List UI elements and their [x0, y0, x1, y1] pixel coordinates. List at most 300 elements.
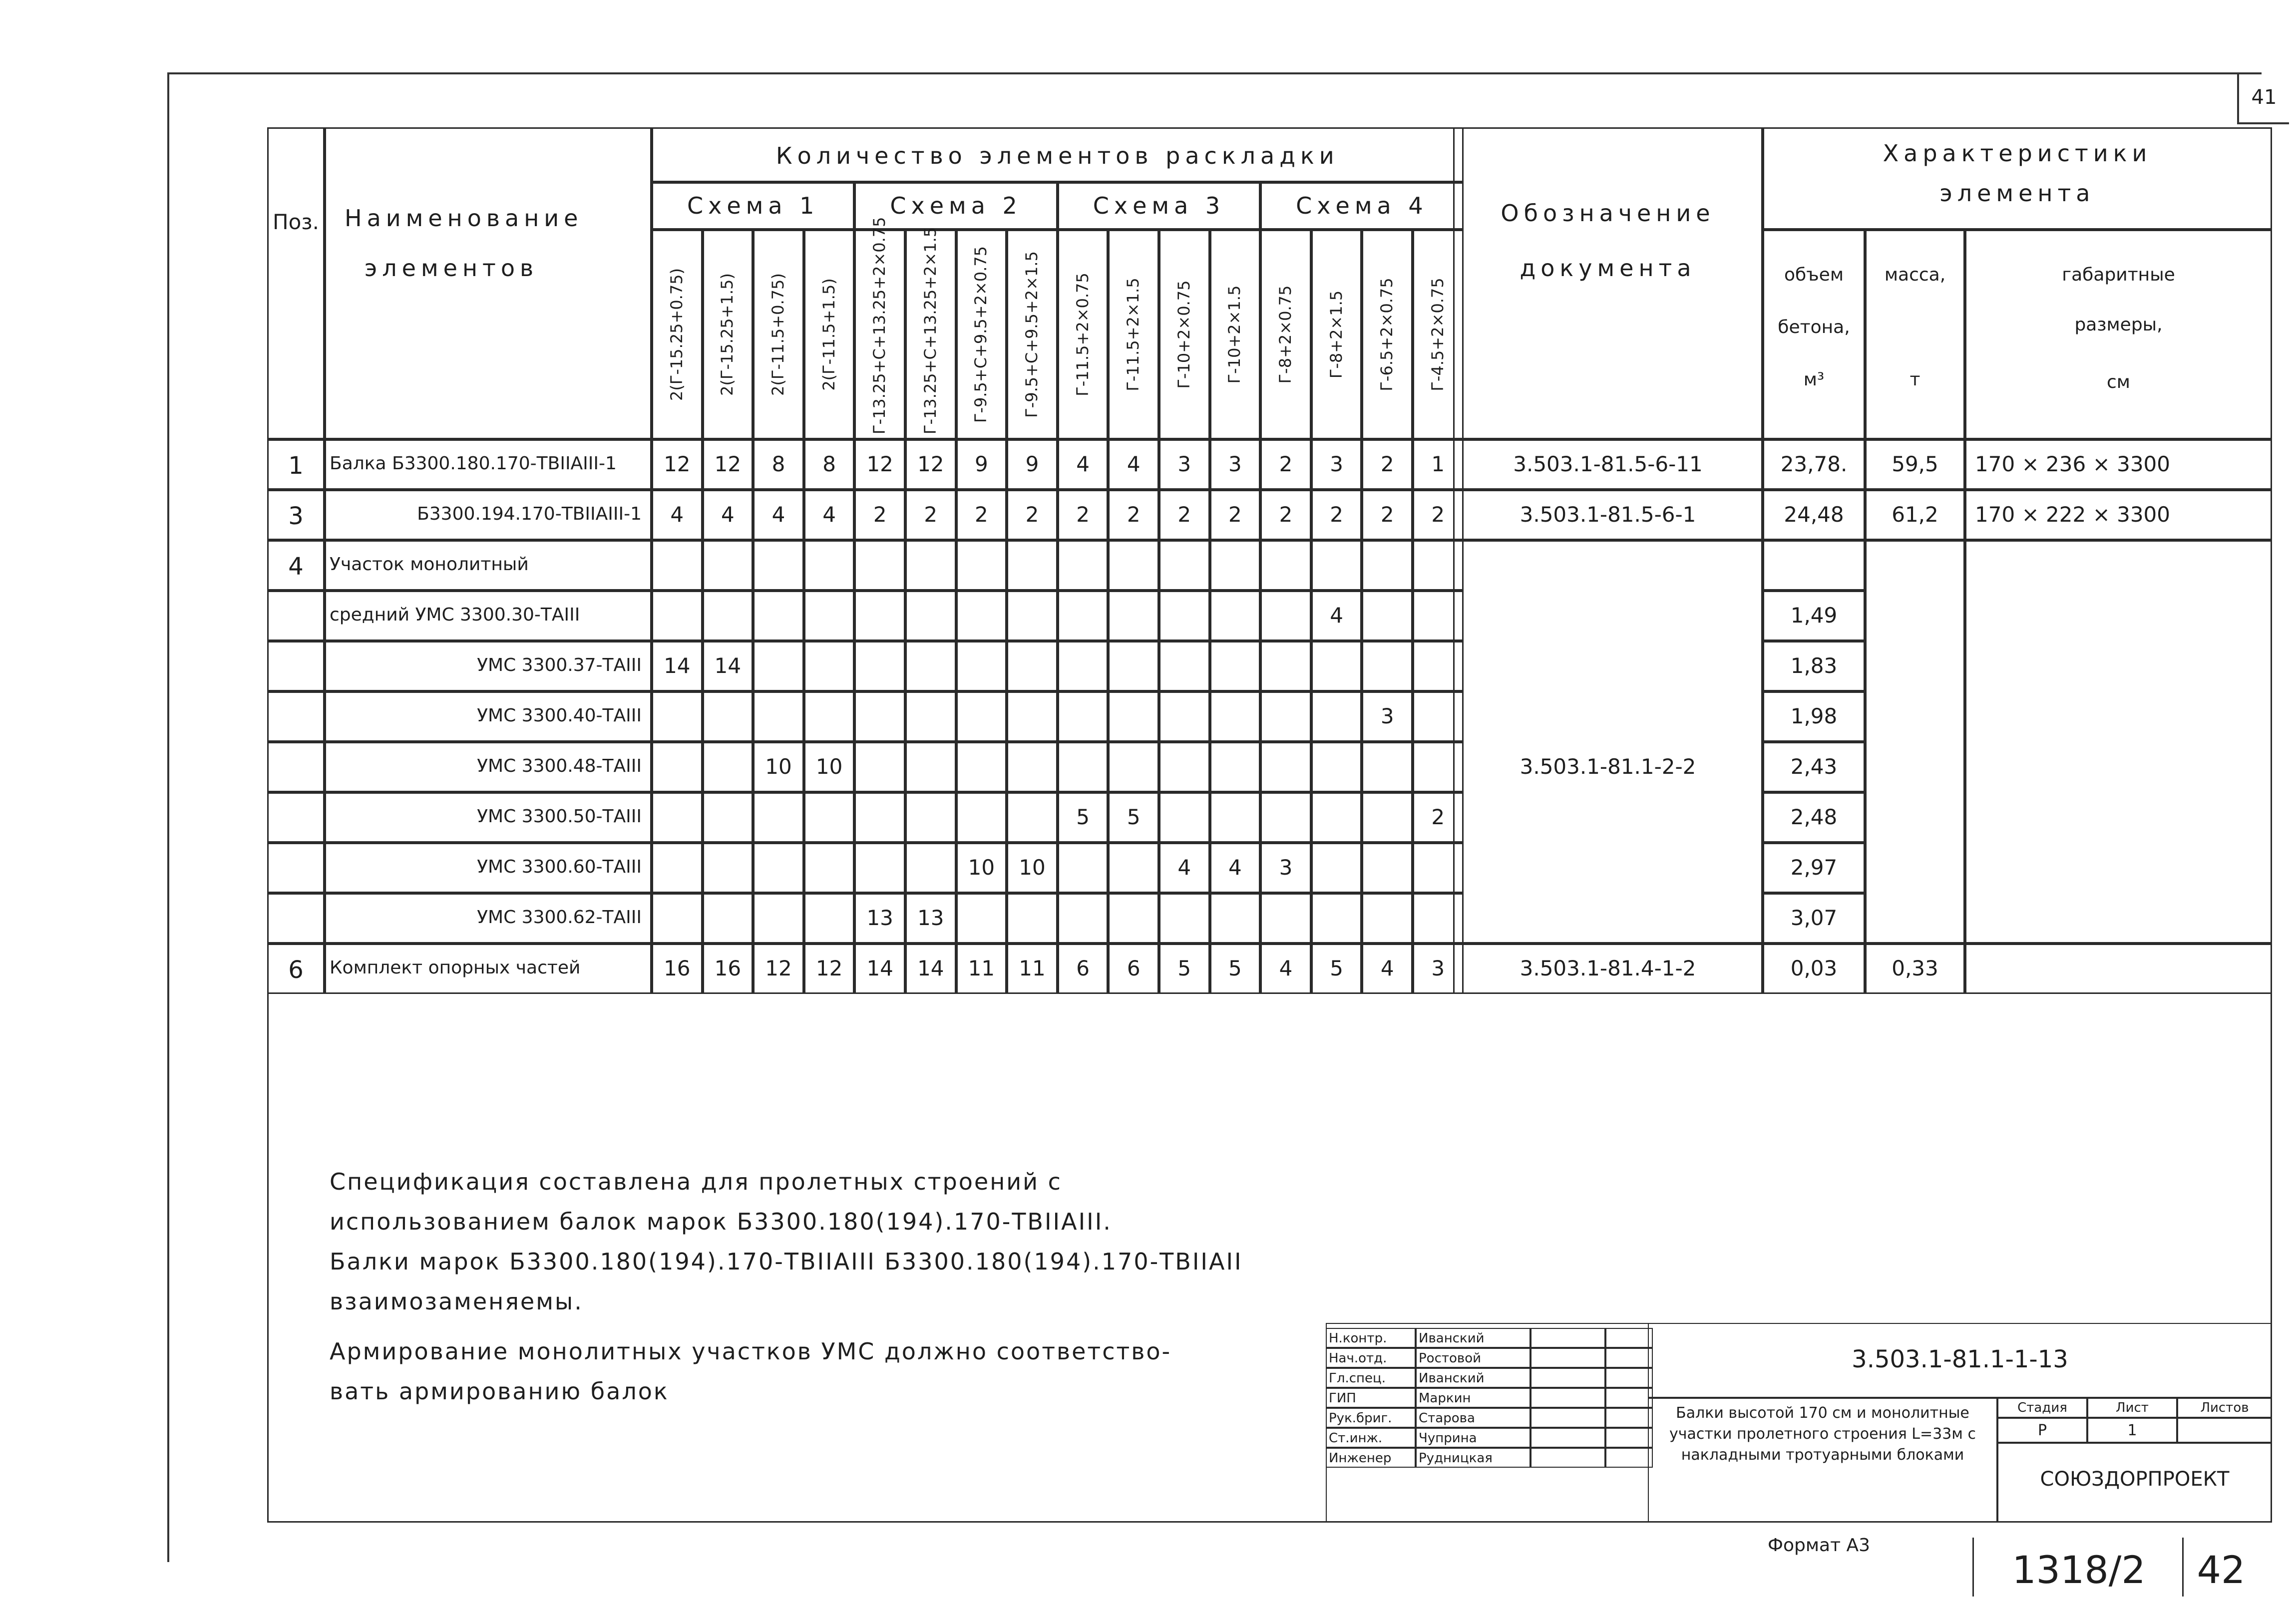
row-doc: 3.503.1-81.1-2-2 [1520, 754, 1696, 779]
row-value: 2 [1279, 502, 1293, 527]
row-value-cell [1108, 742, 1159, 792]
stamp-role: Ст.инж. [1329, 1431, 1383, 1446]
stamp-role: Нач.отд. [1329, 1351, 1387, 1366]
row-value-cell [1311, 792, 1362, 843]
row-vol: 3,07 [1790, 906, 1838, 930]
row-value-cell [854, 843, 905, 893]
row-value: 10 [1019, 855, 1046, 880]
row-value-cell [703, 893, 754, 944]
row-value: 4 [670, 502, 684, 527]
row-value: 13 [917, 906, 944, 930]
stamp-role: Рук.бриг. [1329, 1411, 1392, 1426]
row-value-cell [1260, 742, 1311, 792]
row-value-cell [1159, 742, 1210, 792]
row-value-cell [1362, 641, 1413, 691]
row-value-cell [703, 540, 754, 591]
row-value-cell [956, 893, 1007, 944]
stamp-date-cell [1605, 1348, 1653, 1368]
row-value-cell [1311, 843, 1362, 893]
header-doc-line1: Обозначение [1501, 200, 1715, 227]
stamp-role: ГИП [1329, 1391, 1356, 1406]
header-subcol-label: Г-11.5+2×0.75 [1073, 273, 1092, 396]
row-vol: 1,98 [1790, 704, 1838, 728]
row-value-cell [804, 691, 855, 742]
header-pos: Поз. [273, 210, 319, 234]
row-value-cell [1362, 591, 1413, 641]
row-value-cell [1210, 691, 1261, 742]
row-value-cell [753, 540, 804, 591]
stamp-date-cell [1605, 1328, 1653, 1348]
header-name-line2: элементов [365, 255, 539, 282]
row-doc-cell [1453, 540, 1763, 944]
row-value-cell [703, 843, 754, 893]
row-value: 2 [1431, 805, 1445, 829]
row-name: УМС 3300.50-ТАIII [477, 806, 642, 827]
row-vol: 24,48 [1784, 502, 1844, 527]
row-value: 4 [1228, 855, 1242, 880]
row-value: 14 [866, 956, 893, 980]
header-dim-2: размеры, [2074, 315, 2163, 335]
note-line: взаимозаменяемы. [330, 1288, 583, 1315]
stamp-doc-code: 3.503.1-81.1-1-13 [1852, 1345, 2068, 1373]
stamp-sheets-label: Листов [2200, 1400, 2249, 1415]
format-label: Формат А3 [1768, 1535, 1871, 1556]
row-value: 12 [815, 956, 843, 980]
row-value: 8 [822, 452, 836, 476]
header-subcol-label: Г-10+2×1.5 [1225, 285, 1244, 384]
stamp-org: СОЮЗДОРПРОЕКТ [2040, 1468, 2230, 1491]
row-value: 4 [721, 502, 735, 527]
row-pos-cell [267, 591, 325, 641]
row-value: 5 [1177, 956, 1191, 980]
header-vol-3: м³ [1803, 369, 1825, 390]
stamp-date-cell [1605, 1368, 1653, 1388]
header-char-line1: Характеристики [1883, 140, 2152, 167]
bottom-page: 42 [2197, 1548, 2246, 1592]
stamp-sign-cell [1531, 1388, 1605, 1408]
row-value-cell [1362, 893, 1413, 944]
row-value-cell [1362, 742, 1413, 792]
row-value-cell [956, 792, 1007, 843]
row-name: Б3300.194.170-ТВIIАIII-1 [417, 504, 642, 524]
row-value: 13 [866, 906, 893, 930]
row-value: 14 [664, 653, 691, 678]
row-name: УМС 3300.48-ТАIII [477, 756, 642, 776]
stamp-person: Чуприна [1419, 1431, 1477, 1446]
row-value-cell [804, 792, 855, 843]
row-value-cell [652, 843, 703, 893]
bottom-number-box [1972, 1538, 2184, 1597]
row-value: 9 [975, 452, 988, 476]
stamp-person: Маркин [1419, 1391, 1471, 1406]
row-value: 6 [1127, 956, 1141, 980]
header-pos-cell [267, 127, 325, 439]
row-vol: 0,03 [1790, 956, 1838, 980]
row-value-cell [905, 792, 956, 843]
row-value: 12 [664, 452, 691, 476]
row-value-cell [753, 641, 804, 691]
row-value: 5 [1076, 805, 1090, 829]
row-value-cell [652, 893, 703, 944]
row-pos-cell [267, 843, 325, 893]
row-value: 4 [1177, 855, 1191, 880]
row-pos: 4 [288, 553, 304, 581]
row-value-cell [804, 641, 855, 691]
stamp-date-cell [1605, 1448, 1653, 1468]
row-value-cell [1362, 540, 1413, 591]
row-value-cell [854, 540, 905, 591]
row-value: 4 [1076, 452, 1090, 476]
row-name: УМС 3300.40-ТАIII [477, 705, 642, 726]
stamp-person: Иванский [1419, 1371, 1485, 1386]
row-value-cell [753, 843, 804, 893]
stamp-stage-label: Стадия [2017, 1400, 2067, 1415]
row-value-cell [1159, 591, 1210, 641]
stamp-sign-cell [1531, 1408, 1605, 1428]
stamp-sheet-label: Лист [2116, 1400, 2149, 1415]
row-value-cell [1311, 893, 1362, 944]
header-doc-cell [1453, 127, 1763, 439]
row-value-cell [1210, 641, 1261, 691]
bottom-page-box [2182, 1538, 2259, 1597]
row-value-cell [1260, 792, 1311, 843]
row-value-cell [1058, 843, 1109, 893]
row-value: 16 [714, 956, 742, 980]
bottom-number: 1318/2 [2012, 1548, 2146, 1592]
row-value-cell [905, 591, 956, 641]
row-value-cell [1311, 742, 1362, 792]
header-dim-1: габаритные [2062, 265, 2175, 285]
header-vol-1: объем [1784, 265, 1844, 285]
row-value-cell [1108, 843, 1159, 893]
stamp-role: Инженер [1329, 1451, 1392, 1466]
stamp-sign-cell [1531, 1368, 1605, 1388]
row-value: 4 [1279, 956, 1293, 980]
header-subcol-label: Г-8+2×1.5 [1326, 290, 1346, 379]
row-value-cell [1159, 691, 1210, 742]
row-value-cell [1260, 591, 1311, 641]
header-char-line2: элемента [1939, 180, 2095, 207]
row-name: средний УМС 3300.30-ТАIII [330, 605, 580, 625]
row-value-cell [1159, 540, 1210, 591]
header-scheme: Схема 2 [890, 192, 1022, 219]
row-value-cell [652, 792, 703, 843]
row-value-cell [1210, 540, 1261, 591]
header-mass-cell [1865, 230, 1965, 439]
row-value-cell [1108, 691, 1159, 742]
row-value-cell [905, 641, 956, 691]
row-value: 2 [1228, 502, 1242, 527]
header-doc-line2: документа [1520, 255, 1696, 282]
row-value: 10 [815, 754, 843, 779]
row-pos-cell [267, 742, 325, 792]
row-value-cell [1159, 641, 1210, 691]
header-mass-2: т [1910, 369, 1920, 390]
row-vol: 1,83 [1790, 653, 1838, 678]
header-subcol-label: Г-9.5+С+9.5+2×0.75 [971, 246, 991, 423]
row-pos-cell [267, 691, 325, 742]
row-value-cell [956, 691, 1007, 742]
row-value: 2 [1279, 452, 1293, 476]
row-value-cell [1058, 691, 1109, 742]
header-subcol-label: 2(Г-15.25+0.75) [667, 268, 686, 401]
row-value: 5 [1127, 805, 1141, 829]
row-value-cell [854, 641, 905, 691]
stamp-sign-cell [1531, 1348, 1605, 1368]
header-scheme: Схема 3 [1093, 192, 1225, 219]
row-name: Участок монолитный [330, 554, 529, 575]
row-value: 2 [1076, 502, 1090, 527]
row-value-cell [1058, 641, 1109, 691]
row-vol: 23,78. [1780, 452, 1848, 476]
row-value: 12 [866, 452, 893, 476]
header-scheme: Схема 4 [1296, 192, 1428, 219]
row-value: 1 [1431, 452, 1445, 476]
row-vol-cell [1763, 540, 1865, 591]
row-mass-cell [1865, 540, 1965, 944]
row-value: 2 [1431, 502, 1445, 527]
stamp-title: Балки высотой 170 см и монолитные участки пролетного строения L=33м с накладными тротуарными блоками [1669, 1404, 1976, 1464]
row-value-cell [956, 591, 1007, 641]
row-value: 12 [714, 452, 742, 476]
row-value-cell [1007, 742, 1058, 792]
row-value-cell [956, 540, 1007, 591]
row-mass: 0,33 [1892, 956, 1938, 980]
row-value-cell [905, 540, 956, 591]
row-value-cell [854, 792, 905, 843]
row-value-cell [956, 641, 1007, 691]
row-value-cell [905, 691, 956, 742]
row-value-cell [804, 893, 855, 944]
row-name: Комплект опорных частей [330, 958, 581, 978]
row-value: 2 [975, 502, 988, 527]
header-subcol-label: 2(Г-11.5+1.5) [819, 278, 838, 391]
row-pos-cell [267, 893, 325, 944]
header-dim-3: см [2107, 372, 2130, 392]
row-value-cell [1058, 540, 1109, 591]
row-pos-cell [267, 792, 325, 843]
row-value-cell [905, 843, 956, 893]
row-value: 2 [1127, 502, 1141, 527]
header-name-line1: Наименование [345, 205, 583, 232]
header-subcol-label: Г-8+2×0.75 [1276, 285, 1295, 384]
row-value-cell [703, 792, 754, 843]
row-name: УМС 3300.37-ТАIII [477, 655, 642, 675]
row-dim-cell [1965, 540, 2272, 944]
row-value-cell [854, 691, 905, 742]
row-value-cell [1260, 540, 1311, 591]
row-vol: 2,48 [1790, 805, 1838, 829]
header-subcol-label: Г-9.5+С+9.5+2×1.5 [1022, 251, 1041, 418]
row-value: 4 [771, 502, 785, 527]
header-subcol-label: Г-13.25+С+13.25+2×0.75 [870, 217, 889, 434]
row-value-cell [1311, 691, 1362, 742]
stamp-person: Иванский [1419, 1331, 1485, 1346]
row-value: 4 [822, 502, 836, 527]
row-value-cell [1210, 792, 1261, 843]
row-vol: 1,49 [1790, 603, 1838, 628]
row-value: 2 [1380, 452, 1394, 476]
row-mass: 61,2 [1892, 502, 1938, 527]
row-value-cell [1260, 691, 1311, 742]
row-value-cell [1007, 792, 1058, 843]
row-value-cell [1007, 893, 1058, 944]
note-line: Спецификация составлена для пролетных строений с [330, 1168, 1062, 1195]
row-value: 9 [1025, 452, 1039, 476]
row-value: 5 [1330, 956, 1343, 980]
row-value: 5 [1228, 956, 1242, 980]
row-value: 2 [873, 502, 887, 527]
row-value-cell [1058, 742, 1109, 792]
row-value-cell [1108, 641, 1159, 691]
row-value-cell [1007, 641, 1058, 691]
row-value-cell [1108, 893, 1159, 944]
stamp-date-cell [1605, 1428, 1653, 1448]
row-doc: 3.503.1-81.5-6-1 [1520, 502, 1696, 527]
row-pos: 6 [288, 956, 304, 984]
stamp-date-cell [1605, 1388, 1653, 1408]
note-line: Армирование монолитных участков УМС должно соответство- [330, 1338, 1172, 1365]
row-value-cell [1311, 641, 1362, 691]
row-name: УМС 3300.62-ТАIII [477, 907, 642, 928]
row-name: Балка Б3300.180.170-ТВIIАIII-1 [330, 453, 617, 474]
note-line: Балки марок Б3300.180(194).170-ТВIIАIII Б3300.180(194).170-ТВIIАII [330, 1248, 1243, 1275]
row-value-cell [1108, 540, 1159, 591]
header-mass-1: масса, [1884, 265, 1946, 285]
row-pos-cell [267, 641, 325, 691]
row-value: 2 [1380, 502, 1394, 527]
row-value: 2 [1025, 502, 1039, 527]
row-value-cell [804, 591, 855, 641]
row-value-cell [1159, 893, 1210, 944]
stamp-date-cell [1605, 1408, 1653, 1428]
row-value-cell [1007, 540, 1058, 591]
row-value: 2 [924, 502, 938, 527]
row-value-cell [753, 591, 804, 641]
row-value: 10 [765, 754, 792, 779]
stamp-person: Старова [1419, 1411, 1475, 1426]
row-value-cell [1311, 540, 1362, 591]
stamp-sheet: 1 [2127, 1422, 2137, 1439]
row-value-cell [1362, 792, 1413, 843]
row-value-cell [652, 591, 703, 641]
row-value: 2 [1177, 502, 1191, 527]
row-doc: 3.503.1-81.4-1-2 [1520, 956, 1696, 980]
row-value: 6 [1076, 956, 1090, 980]
row-value: 3 [1380, 704, 1394, 728]
row-value-cell [652, 540, 703, 591]
row-value: 16 [664, 956, 691, 980]
row-dims: 170 × 222 × 3300 [1975, 502, 2171, 527]
row-pos: 3 [288, 502, 304, 530]
row-value: 3 [1431, 956, 1445, 980]
row-value-cell [854, 591, 905, 641]
row-value-cell [652, 742, 703, 792]
row-value: 2 [1330, 502, 1343, 527]
row-value: 4 [1380, 956, 1394, 980]
row-value-cell [1007, 591, 1058, 641]
row-value: 12 [917, 452, 944, 476]
stamp-sign-cell [1531, 1428, 1605, 1448]
row-vol: 2,97 [1790, 855, 1838, 880]
row-value-cell [1260, 641, 1311, 691]
corner-page-number: 41 [2237, 72, 2289, 124]
row-value-cell [652, 691, 703, 742]
row-doc: 3.503.1-81.5-6-11 [1513, 452, 1703, 476]
row-value-cell [1210, 591, 1261, 641]
row-value-cell [1108, 591, 1159, 641]
stamp-sign-cell [1531, 1328, 1605, 1348]
row-value-cell [703, 591, 754, 641]
row-value-cell [1210, 893, 1261, 944]
stamp-person: Рудницкая [1419, 1451, 1493, 1466]
row-value-cell [753, 792, 804, 843]
row-mass: 59,5 [1892, 452, 1938, 476]
header-subcol-label: 2(Г-15.25+1.5) [718, 273, 737, 396]
note-line: вать армированию балок [330, 1378, 669, 1405]
header-subcol-label: Г-13.25+С+13.25+2×1.5 [920, 227, 940, 434]
row-value-cell [804, 540, 855, 591]
row-value: 11 [968, 956, 995, 980]
row-value-cell [1260, 893, 1311, 944]
row-value: 3 [1330, 452, 1343, 476]
header-subcol-label: Г-10+2×0.75 [1174, 280, 1193, 389]
row-value-cell [703, 742, 754, 792]
header-scheme: Схема 1 [687, 192, 819, 219]
header-vol-2: бетона, [1778, 317, 1850, 337]
row-value-cell [804, 843, 855, 893]
note-line: использованием балок марок Б3300.180(194).170-ТВIIАIII. [330, 1208, 1112, 1235]
row-value: 11 [1019, 956, 1046, 980]
row-value: 10 [968, 855, 995, 880]
header-qty: Количество элементов раскладки [775, 142, 1339, 169]
header-name-cell [325, 127, 652, 439]
row-value-cell [1007, 691, 1058, 742]
row-value-cell [1058, 893, 1109, 944]
row-value: 3 [1228, 452, 1242, 476]
row-name: УМС 3300.60-ТАIII [477, 857, 642, 877]
row-value-cell [1159, 792, 1210, 843]
header-subcol-label: Г-11.5+2×1.5 [1124, 278, 1143, 391]
row-value-cell [703, 691, 754, 742]
stamp-person: Ростовой [1419, 1351, 1482, 1366]
header-subcol-label: Г-4.5+2×0.75 [1428, 278, 1447, 391]
row-value: 4 [1127, 452, 1141, 476]
row-pos: 1 [288, 452, 304, 480]
row-dim-cell [1965, 944, 2272, 994]
row-value: 3 [1177, 452, 1191, 476]
row-value: 8 [771, 452, 785, 476]
row-value-cell [854, 742, 905, 792]
row-value-cell [905, 742, 956, 792]
row-value-cell [1210, 742, 1261, 792]
row-value-cell [1362, 843, 1413, 893]
stamp-role: Н.контр. [1329, 1331, 1387, 1346]
stamp-stage: Р [2037, 1422, 2047, 1439]
row-value: 14 [714, 653, 742, 678]
row-dims: 170 × 236 × 3300 [1975, 452, 2171, 476]
header-subcol-label: Г-6.5+2×0.75 [1377, 278, 1397, 391]
row-value-cell [753, 893, 804, 944]
row-vol: 2,43 [1790, 754, 1838, 779]
row-value: 14 [917, 956, 944, 980]
stamp-role: Гл.спец. [1329, 1371, 1386, 1386]
row-value-cell [956, 742, 1007, 792]
row-value-cell [1058, 591, 1109, 641]
row-value: 3 [1279, 855, 1293, 880]
row-value: 12 [765, 956, 792, 980]
stamp-sheets-v [2177, 1418, 2272, 1443]
